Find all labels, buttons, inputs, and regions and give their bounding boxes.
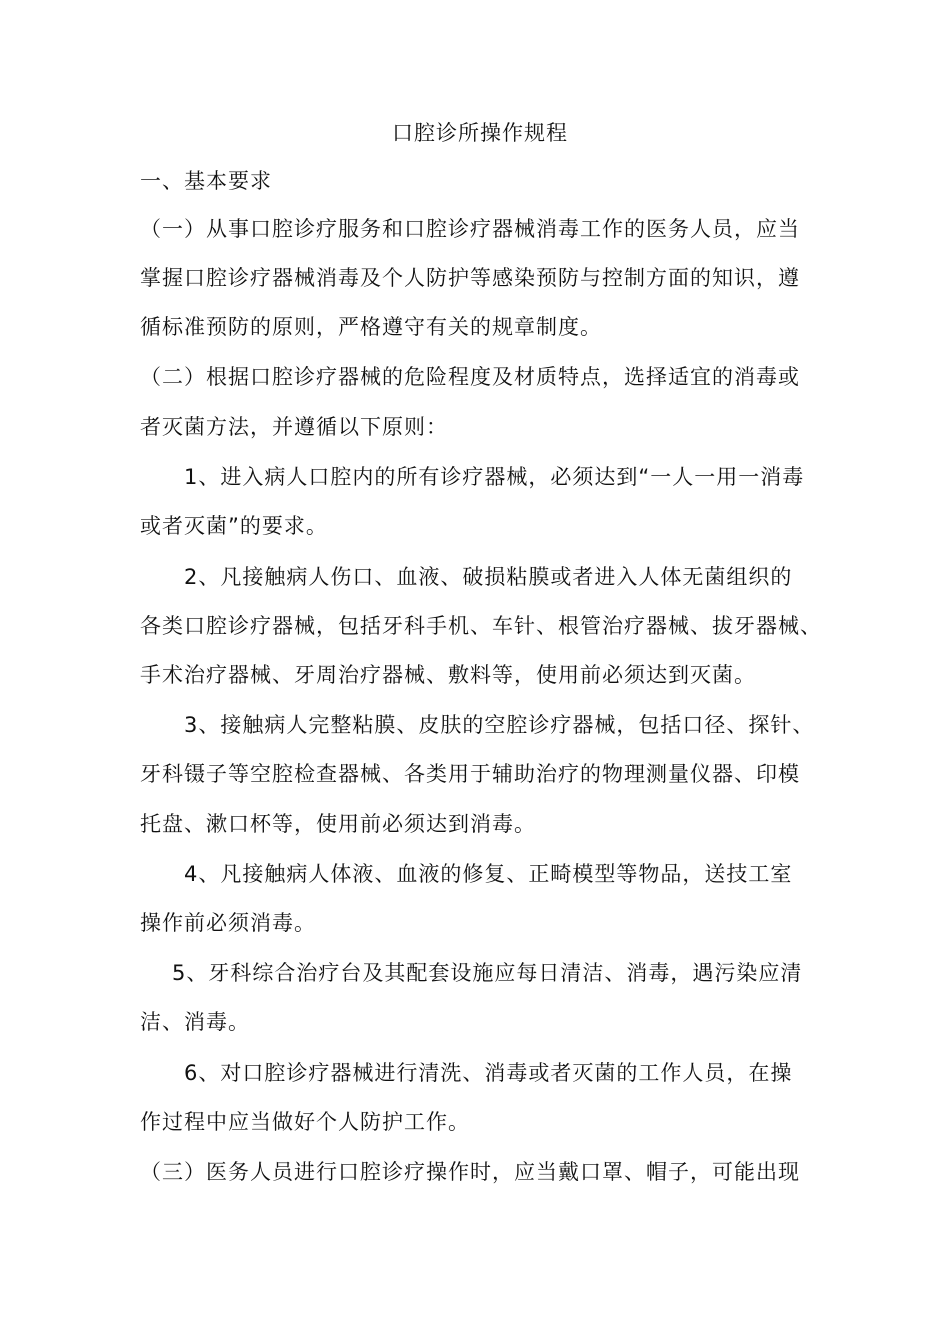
section-heading-basic-requirements: 一、基本要求 <box>140 169 272 193</box>
item-2-line-3: 手术治疗器械、牙周治疗器械、敷料等，使用前必须达到灭菌。 <box>140 663 756 687</box>
item-4-line-2: 操作前必须消毒。 <box>140 911 316 935</box>
item-3-line-2: 牙科镊子等空腔检查器械、各类用于辅助治疗的物理测量仪器、印模 <box>140 762 800 786</box>
paragraph-1-line-1: （一）从事口腔诊疗服务和口腔诊疗器械消毒工作的医务人员，应当 <box>140 217 800 241</box>
item-6-line-2: 作过程中应当做好个人防护工作。 <box>140 1110 470 1134</box>
paragraph-1-line-3: 循标准预防的原则，严格遵守有关的规章制度。 <box>140 315 602 339</box>
item-6-line-1: 6、对口腔诊疗器械进行清洗、消毒或者灭菌的工作人员，在操 <box>184 1061 793 1085</box>
paragraph-3-line-1: （三）医务人员进行口腔诊疗操作时，应当戴口罩、帽子，可能出现 <box>140 1160 800 1184</box>
item-2-line-1: 2、凡接触病人伤口、血液、破损粘膜或者进入人体无菌组织的 <box>184 565 793 589</box>
paragraph-2-line-1: （二）根据口腔诊疗器械的危险程度及材质特点，选择适宜的消毒或 <box>140 365 800 389</box>
item-2-line-2: 各类口腔诊疗器械，包括牙科手机、车针、根管治疗器械、拔牙器械、 <box>140 614 822 638</box>
item-4-line-1: 4、凡接触病人体液、血液的修复、正畸模型等物品，送技工室 <box>184 862 793 886</box>
item-1-line-2: 或者灭菌”的要求。 <box>140 514 328 538</box>
paragraph-1-line-2: 掌握口腔诊疗器械消毒及个人防护等感染预防与控制方面的知识，遵 <box>140 266 800 290</box>
item-1-line-1: 1、进入病人口腔内的所有诊疗器械，必须达到“一人一用一消毒 <box>184 465 805 489</box>
document-title: 口腔诊所操作规程 <box>392 121 568 145</box>
item-5-line-1: 5、牙科综合治疗台及其配套设施应每日清洁、消毒，遇污染应清 <box>172 961 803 985</box>
item-5-line-2: 洁、消毒。 <box>140 1010 250 1034</box>
item-3-line-1: 3、接触病人完整粘膜、皮肤的空腔诊疗器械，包括口径、探针、 <box>184 713 815 737</box>
item-3-line-3: 托盘、漱口杯等，使用前必须达到消毒。 <box>140 812 536 836</box>
paragraph-2-line-2: 者灭菌方法，并遵循以下原则： <box>140 415 448 439</box>
